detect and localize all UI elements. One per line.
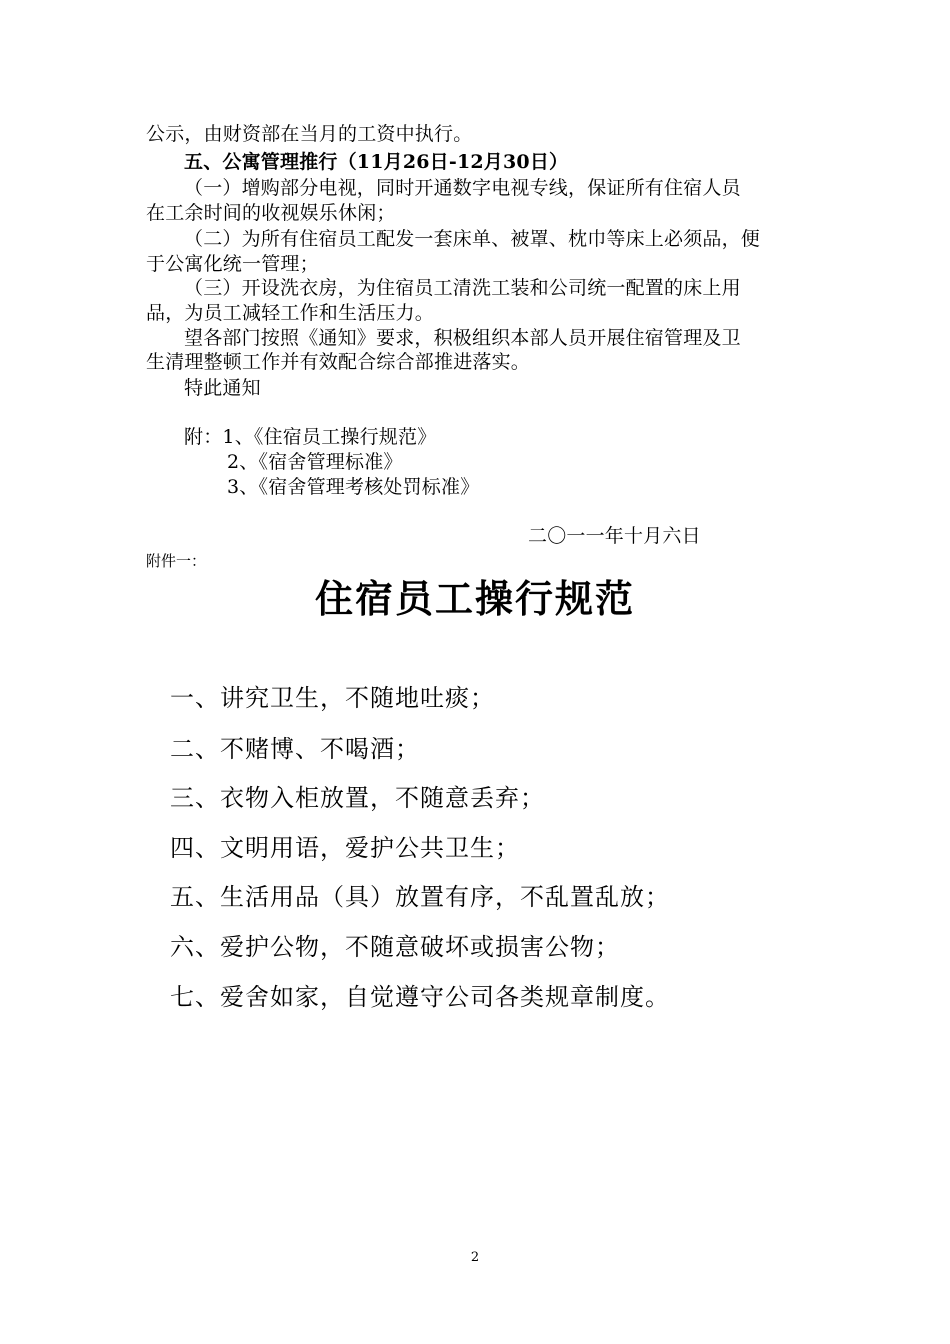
- page-number: 2: [470, 1250, 480, 1265]
- body-line-9: 望各部门按照《通知》要求，积极组织本部人员开展住宿管理及卫: [184, 327, 741, 349]
- annex-label: 附件一：: [146, 552, 207, 570]
- body-line-10: 生清理整顿工作并有效配合综合部推进落实。: [146, 351, 531, 373]
- document-date: 二〇一一年十月六日: [528, 525, 701, 547]
- rule-item-6: 六、爱护公物，不随意破坏或损害公物；: [170, 933, 620, 961]
- body-line-3: （一）增购部分电视，同时开通数字电视专线，保证所有住宿人员: [184, 177, 741, 199]
- rule-item-1: 一、讲究卫生，不随地吐痰；: [170, 684, 495, 712]
- attachment-item-1: 附：1、《住宿员工操行规范》: [184, 426, 437, 448]
- rule-item-3: 三、衣物入柜放置，不随意丢弃；: [170, 784, 545, 812]
- body-line-4: 在工余时间的收视娱乐休闲；: [146, 202, 396, 224]
- closing-notice: 特此通知: [184, 377, 261, 399]
- rule-item-7: 七、爱舍如家，自觉遵守公司各类规章制度。: [170, 983, 670, 1011]
- section-heading-5: 五、公寓管理推行（11月26日-12月30日）: [184, 151, 569, 173]
- rule-item-5: 五、生活用品（具）放置有序，不乱置乱放；: [170, 883, 670, 911]
- rule-item-2: 二、不赌博、不喝酒；: [170, 735, 420, 763]
- body-line-6: 于公寓化统一管理；: [146, 253, 319, 275]
- body-line-8: 品，为员工减轻工作和生活压力。: [146, 302, 435, 324]
- attachment-item-3: 3、《宿舍管理考核处罚标准》: [227, 476, 480, 498]
- body-line-1: 公示，由财资部在当月的工资中执行。: [146, 123, 473, 145]
- body-line-7: （三）开设洗衣房，为住宿员工清洗工装和公司统一配置的床上用: [184, 277, 741, 299]
- attachment-item-2: 2、《宿舍管理标准》: [227, 451, 403, 473]
- rule-item-4: 四、文明用语，爱护公共卫生；: [170, 834, 520, 862]
- annex-title: 住宿员工操行规范: [314, 577, 635, 621]
- body-line-5: （二）为所有住宿员工配发一套床单、被罩、枕巾等床上必须品，便: [184, 228, 761, 250]
